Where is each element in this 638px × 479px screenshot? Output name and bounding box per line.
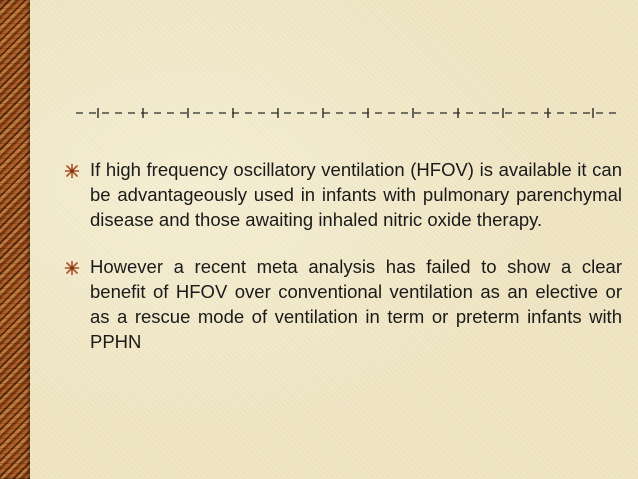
bullet-list (64, 158, 622, 378)
list-item (64, 158, 622, 232)
bullet-text: However a recent meta analysis has failed to show a clear benefit of HFOV over conventional ventilation as an elective or as a rescue mode of ventilation in term or preterm infants with PPHN (90, 256, 622, 352)
dashed-divider (76, 104, 618, 122)
starburst-bullet-icon (64, 260, 80, 276)
bullet-text: If high frequency oscillatory ventilation (HFOV) is available it can be advantageously used in infants with pulmonary parenchymal disease and those awaiting inhaled nitric oxide therapy. (90, 159, 622, 230)
starburst-bullet-icon (64, 163, 80, 179)
list-item (64, 255, 622, 354)
left-decorative-border (0, 0, 30, 479)
